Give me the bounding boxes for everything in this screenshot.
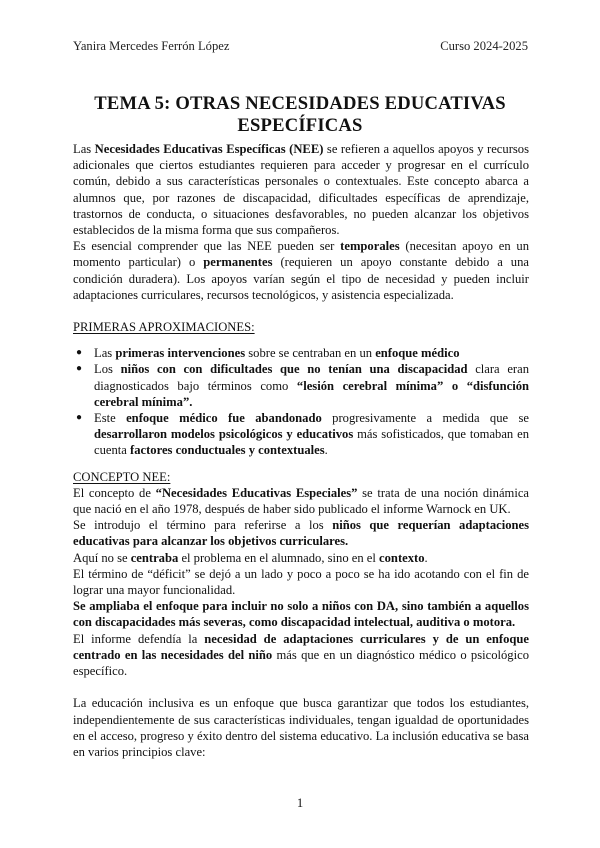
text-run: . <box>424 550 428 565</box>
text-run: El concepto de <box>73 485 156 500</box>
text-run: El término de “déficit” se dejó a un lado y poco a poco se ha ido acotando con el fin de lograr una mayor funcionalidad. <box>73 566 529 598</box>
bold-text: Se ampliaba el enfoque para incluir no solo a niños con DA, sino también a aquellos con discapacidades más severas, como discapacidad intelectual, auditiva o motora. <box>73 599 529 630</box>
text-run: clara eran diagnosticados bajo términos como <box>94 362 529 393</box>
text-run: (requieren un apoyo constante debido a una condición duradera). Los apoyos varían según el tipo de necesidad y pueden incluir adaptaciones curriculares, recursos tecnológicos, y asistencia especializada. <box>73 255 529 302</box>
text-run: el problema en el alumnado, sino en el <box>178 550 380 565</box>
text-run: El informe defendía la <box>73 631 205 646</box>
bullet-icon: ● <box>76 412 83 424</box>
intro-paragraph-2 <box>73 238 529 303</box>
text-run: progresivamente a medida que se <box>321 411 530 426</box>
text-run: Se introdujo el término para referirse a los <box>73 518 333 533</box>
text-run: se refieren a aquellos apoyos y recursos adicionales que ciertos estudiantes requieren para acceder y progresar en el currículo común, debido a sus características personales o contextuales. Este concepto abarca a alumnos que, por razones de discapacidad, dificultades específicas de aprendizaje, trastornos de conducta, o situaciones desfavorables, no pueden alcanzar los objetivos establecidos de la misma forma que sus compañeros. <box>73 142 529 238</box>
text-run: sobre se centraban en un <box>245 346 376 361</box>
document-title: TEMA 5: OTRAS NECESIDADES EDUCATIVAS ESPECÍFICAS <box>94 93 506 136</box>
text-run: . <box>324 443 328 458</box>
document-body <box>73 141 529 760</box>
bold-text: primeras intervenciones <box>115 346 246 361</box>
concepto-paragraph <box>73 550 529 566</box>
list-item-text <box>94 411 529 457</box>
concepto-paragraph <box>73 631 529 680</box>
text-run: Los <box>94 362 121 377</box>
text-run: Es esencial comprender que las NEE pueden ser <box>73 239 341 254</box>
bold-text: contexto <box>379 550 425 565</box>
intro-paragraph-1 <box>73 141 529 238</box>
text-run: Aquí no se <box>73 550 131 565</box>
text-run: Las <box>73 142 95 156</box>
concepto-paragraph <box>73 517 529 549</box>
header-author: Yanira Mercedes Ferrón López <box>73 39 230 53</box>
list-item-text <box>94 346 460 360</box>
text-run: más que en un diagnóstico médico o psicológico específico. <box>73 647 529 679</box>
bold-text: temporales <box>340 239 400 254</box>
section-heading-concepto-nee: CONCEPTO NEE: <box>73 469 171 484</box>
bold-text: “Necesidades Educativas Especiales” <box>155 485 358 500</box>
bullet-icon: ● <box>76 347 83 359</box>
bold-text: necesidad de adaptaciones curriculares y de un enfoque centrado en las necesidades del niño <box>73 631 529 662</box>
header-course: Curso 2024-2025 <box>440 39 528 53</box>
bold-text: Necesidades Educativas Específicas (NEE) <box>94 142 324 156</box>
concepto-paragraph <box>73 485 529 517</box>
list-item <box>73 361 529 410</box>
text-run: Las <box>94 346 116 361</box>
bullet-icon: ● <box>76 363 83 375</box>
bold-text: desarrollaron modelos psicológicos y educativos <box>94 427 354 442</box>
concepto-paragraph <box>73 566 529 598</box>
list-item <box>73 345 529 361</box>
text-run: más sofisticados, que tomaban en cuenta <box>94 427 529 458</box>
closing-paragraph: La educación inclusiva es un enfoque que busca garantizar que todos los estudiantes, independientemente de sus características individuales, tengan igualdad de oportunidades en el acceso, progreso y éxito dentro del sistema educativo. La inclusión educativa se basa en varios principios clave: <box>73 696 529 759</box>
bold-text: permanentes <box>203 255 273 270</box>
section-heading-primeras-aproximaciones: PRIMERAS APROXIMACIONES: <box>73 320 255 335</box>
bold-text: niños que requerían adaptaciones educativas para alcanzar los objetivos curriculares. <box>73 518 529 549</box>
bold-text: enfoque médico fue abandonado <box>126 411 322 426</box>
bold-text: niños con con dificultades que no tenían una discapacidad <box>120 362 468 377</box>
list-item <box>73 410 529 459</box>
concepto-paragraph <box>73 598 529 630</box>
bold-text: enfoque médico <box>375 346 460 361</box>
text-run: Este <box>94 411 127 426</box>
list-item-text <box>94 362 529 408</box>
bold-text: factores conductuales y contextuales <box>130 443 325 458</box>
aproximaciones-list <box>73 345 529 458</box>
bold-text: “lesión cerebral mínima” o “disfunción cerebral mínima”. <box>94 378 529 409</box>
bold-text: centraba <box>130 550 179 565</box>
text-run: se trata de una noción dinámica que nació en el año 1978, después de haber sido publicado el informe Warnock en UK. <box>73 485 530 517</box>
page-number: 1 <box>296 796 304 810</box>
text-run: (necesitan apoyo en un momento particular) o <box>73 239 529 270</box>
